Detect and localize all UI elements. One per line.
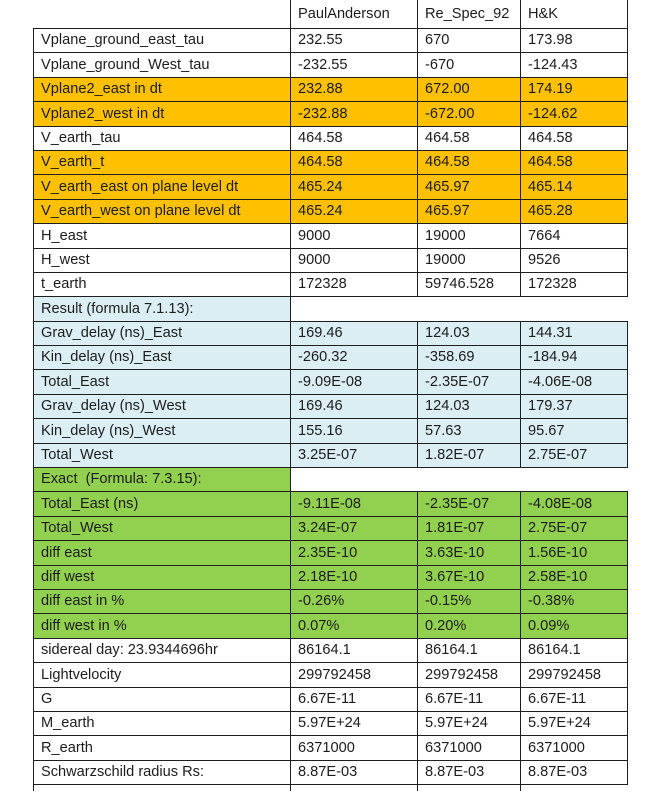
column-header-re-spec-92: Re_Spec_92 [418,0,521,29]
cutoff-gridline-stub [33,785,34,791]
value-cell: 464.58 [521,150,628,174]
value-cell: 465.97 [418,199,521,223]
value-cell: -4.08E-08 [521,492,628,516]
row-label-cell: G [34,687,291,711]
table-row [34,272,628,296]
calculation-table [33,0,628,785]
value-cell: 465.24 [291,175,418,199]
row-label-cell: V_earth_west on plane level dt [34,199,291,223]
value-cell: 3.25E-07 [291,443,418,467]
value-cell: 2.58E-10 [521,565,628,589]
value-cell: 59746.528 [418,272,521,296]
value-cell [521,468,628,492]
value-cell: 2.75E-07 [521,516,628,540]
row-label-cell: V_earth_t [34,150,291,174]
value-cell: 5.97E+24 [521,711,628,735]
column-header-paulanderson: PaulAnderson [291,0,418,29]
value-cell: 169.46 [291,321,418,345]
row-label-cell: Vplane_ground_east_tau [34,29,291,53]
value-cell: 1.81E-07 [418,516,521,540]
value-cell: -232.88 [291,102,418,126]
row-label-cell: Kin_delay (ns)_East [34,346,291,370]
row-label-cell: Schwarzschild radius Rs: [34,760,291,784]
value-cell: 86164.1 [521,638,628,662]
row-label-cell: V_earth_east on plane level dt [34,175,291,199]
value-cell [291,468,418,492]
table-row [34,224,628,248]
row-label-cell: t_earth [34,272,291,296]
row-label-cell: Total_West [34,443,291,467]
row-label-cell: V_earth_tau [34,126,291,150]
row-label-cell: diff east [34,541,291,565]
cutoff-gridline-stub [520,785,521,791]
value-cell: 179.37 [521,394,628,418]
corner-cell [34,0,291,29]
value-cell: 174.19 [521,77,628,101]
value-cell: -9.09E-08 [291,370,418,394]
value-cell: 6371000 [291,736,418,760]
value-cell: 465.28 [521,199,628,223]
value-cell: -2.35E-07 [418,370,521,394]
value-cell: 124.03 [418,321,521,345]
value-cell: 464.58 [418,150,521,174]
value-cell: 124.03 [418,394,521,418]
value-cell: 299792458 [291,663,418,687]
value-cell: -4.06E-08 [521,370,628,394]
value-cell: 9000 [291,248,418,272]
value-cell: -670 [418,53,521,77]
table-row [34,565,628,589]
value-cell: 155.16 [291,419,418,443]
cutoff-gridline-stub [290,785,291,791]
value-cell: -124.62 [521,102,628,126]
row-label-cell: Lightvelocity [34,663,291,687]
row-label-cell: Kin_delay (ns)_West [34,419,291,443]
value-cell: 9526 [521,248,628,272]
value-cell: -184.94 [521,346,628,370]
value-cell: 19000 [418,224,521,248]
table-row [34,443,628,467]
value-cell: 2.35E-10 [291,541,418,565]
value-cell: 86164.1 [291,638,418,662]
value-cell: 299792458 [521,663,628,687]
value-cell: 57.63 [418,419,521,443]
table-row [34,126,628,150]
value-cell: 0.09% [521,614,628,638]
table-row [34,102,628,126]
value-cell: -9.11E-08 [291,492,418,516]
table-row [34,29,628,53]
value-cell: 6.67E-11 [418,687,521,711]
value-cell: 1.56E-10 [521,541,628,565]
table-row [34,760,628,784]
value-cell: 1.82E-07 [418,443,521,467]
value-cell: 672.00 [418,77,521,101]
value-cell: -672.00 [418,102,521,126]
value-cell: 19000 [418,248,521,272]
value-cell: 232.88 [291,77,418,101]
value-cell: 0.20% [418,614,521,638]
value-cell: 299792458 [418,663,521,687]
value-cell: 464.58 [418,126,521,150]
table-row [34,370,628,394]
value-cell [418,468,521,492]
table-row [34,492,628,516]
value-cell: -0.15% [418,589,521,613]
value-cell: -358.69 [418,346,521,370]
table-row [34,419,628,443]
row-label-cell: Total_East [34,370,291,394]
table-row [34,663,628,687]
value-cell: 172328 [291,272,418,296]
table-row [34,711,628,735]
table-row [34,736,628,760]
table-row [34,297,628,321]
table-row [34,77,628,101]
value-cell: -124.43 [521,53,628,77]
value-cell: 5.97E+24 [291,711,418,735]
row-label-cell: Vplane2_west in dt [34,102,291,126]
value-cell: 173.98 [521,29,628,53]
value-cell: 169.46 [291,394,418,418]
value-cell: 464.58 [291,150,418,174]
row-label-cell: Grav_delay (ns)_East [34,321,291,345]
value-cell: -232.55 [291,53,418,77]
table-row [34,614,628,638]
row-label-cell: Result (formula 7.1.13): [34,297,291,321]
table-row [34,541,628,565]
value-cell: 465.97 [418,175,521,199]
value-cell: -2.35E-07 [418,492,521,516]
value-cell: 465.24 [291,199,418,223]
value-cell: 7664 [521,224,628,248]
value-cell: 144.31 [521,321,628,345]
value-cell: 3.24E-07 [291,516,418,540]
table-row [34,248,628,272]
value-cell: 8.87E-03 [418,760,521,784]
table-row [34,150,628,174]
value-cell: 2.18E-10 [291,565,418,589]
row-label-cell: diff east in % [34,589,291,613]
value-cell: 86164.1 [418,638,521,662]
value-cell: -260.32 [291,346,418,370]
row-label-cell: M_earth [34,711,291,735]
value-cell: 670 [418,29,521,53]
row-label-cell: Vplane_ground_West_tau [34,53,291,77]
value-cell: -0.38% [521,589,628,613]
value-cell: -0.26% [291,589,418,613]
value-cell: 2.75E-07 [521,443,628,467]
row-label-cell: diff west [34,565,291,589]
value-cell: 95.67 [521,419,628,443]
row-label-cell: Total_West [34,516,291,540]
value-cell: 172328 [521,272,628,296]
row-label-cell: Grav_delay (ns)_West [34,394,291,418]
value-cell: 6.67E-11 [291,687,418,711]
row-label-cell: R_earth [34,736,291,760]
row-label-cell: H_east [34,224,291,248]
table-row [34,468,628,492]
table-row [34,687,628,711]
value-cell: 0.07% [291,614,418,638]
value-cell: 3.67E-10 [418,565,521,589]
value-cell [521,297,628,321]
value-cell: 5.97E+24 [418,711,521,735]
table-row [34,638,628,662]
table-row [34,199,628,223]
value-cell: 464.58 [521,126,628,150]
value-cell: 3.63E-10 [418,541,521,565]
row-label-cell: sidereal day: 23.9344696hr [34,638,291,662]
row-label-cell: diff west in % [34,614,291,638]
table-row [34,321,628,345]
header-row [34,0,628,29]
row-label-cell: H_west [34,248,291,272]
value-cell: 8.87E-03 [291,760,418,784]
value-cell: 9000 [291,224,418,248]
column-header-hk: H&K [521,0,628,29]
table-row [34,346,628,370]
value-cell: 6371000 [418,736,521,760]
value-cell: 232.55 [291,29,418,53]
table-row [34,516,628,540]
value-cell [418,297,521,321]
value-cell: 6.67E-11 [521,687,628,711]
value-cell: 6371000 [521,736,628,760]
table-row [34,175,628,199]
row-label-cell: Vplane2_east in dt [34,77,291,101]
row-label-cell: Exact (Formula: 7.3.15): [34,468,291,492]
value-cell: 465.14 [521,175,628,199]
value-cell: 464.58 [291,126,418,150]
value-cell [291,297,418,321]
table-body [34,29,628,785]
table-row [34,589,628,613]
cutoff-gridline-stub [417,785,418,791]
table-row [34,53,628,77]
table-row [34,394,628,418]
value-cell: 8.87E-03 [521,760,628,784]
row-label-cell: Total_East (ns) [34,492,291,516]
